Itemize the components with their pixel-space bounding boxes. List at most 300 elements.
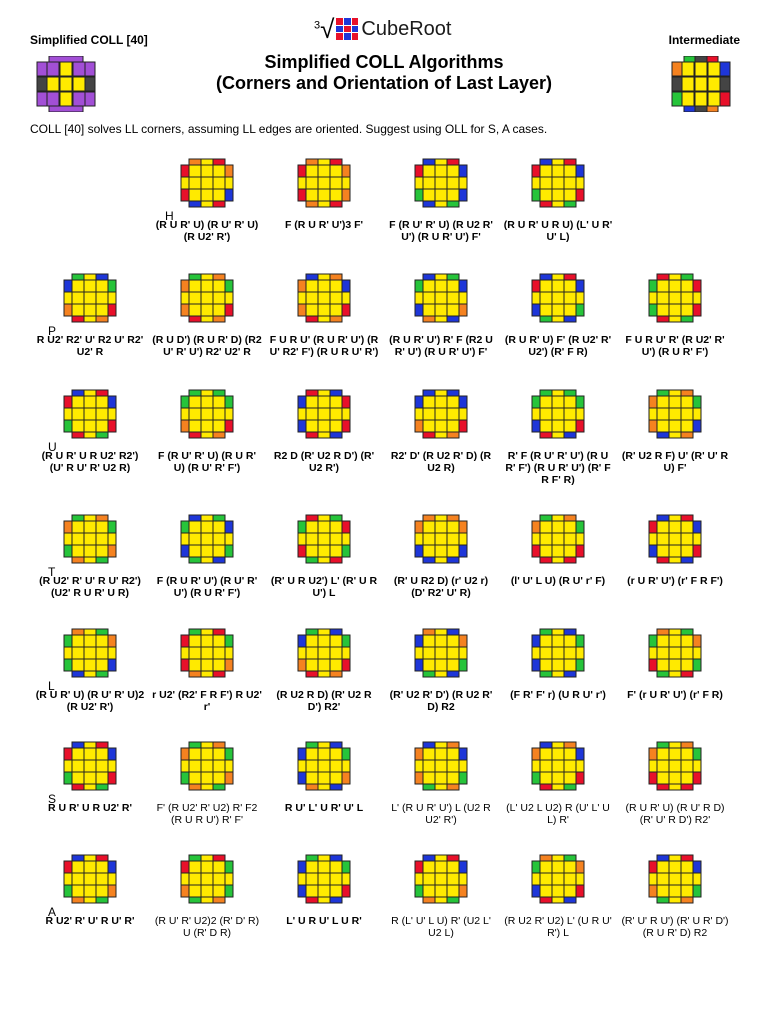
side-sticker <box>459 748 467 760</box>
top-sticker <box>72 772 84 784</box>
side-sticker <box>201 671 213 677</box>
algorithm-text: (R U R' U R U2' R2') (U' R U' R' U2 R) <box>41 450 139 474</box>
top-sticker <box>330 545 342 557</box>
side-sticker <box>532 635 540 647</box>
coll-case <box>269 740 379 814</box>
side-sticker <box>96 897 108 903</box>
top-sticker <box>447 165 459 177</box>
top-sticker <box>189 292 201 304</box>
side-sticker <box>564 742 576 748</box>
side-sticker <box>298 533 306 545</box>
side-sticker <box>306 201 318 207</box>
top-sticker <box>96 533 108 545</box>
side-sticker <box>693 292 701 304</box>
top-sticker <box>96 396 108 408</box>
side-sticker <box>201 201 213 207</box>
top-sticker <box>213 873 225 885</box>
side-sticker <box>96 316 108 322</box>
top-sticker <box>552 189 564 201</box>
side-sticker <box>201 629 213 635</box>
side-sticker <box>681 432 693 438</box>
side-sticker <box>306 855 318 861</box>
top-sticker <box>564 165 576 177</box>
top-sticker <box>72 545 84 557</box>
side-sticker <box>649 861 657 873</box>
top-sticker <box>540 280 552 292</box>
coll-case <box>386 627 496 713</box>
side-sticker <box>96 515 108 521</box>
side-sticker <box>318 855 330 861</box>
side-sticker <box>552 629 564 635</box>
row-letter: L <box>48 679 55 693</box>
top-sticker <box>72 521 84 533</box>
side-sticker <box>564 897 576 903</box>
top-sticker <box>96 659 108 671</box>
side-sticker <box>306 515 318 521</box>
top-sticker <box>540 177 552 189</box>
top-sticker <box>435 292 447 304</box>
top-sticker <box>435 408 447 420</box>
algorithm-text: R U2' R' U' R U' R' <box>45 915 135 927</box>
top-sticker <box>318 748 330 760</box>
algorithm-text: R' F (R U' R' U') (R U R' F') (R U R' U') (R' F R F' R) <box>505 450 611 486</box>
top-sticker <box>423 873 435 885</box>
cube-diagram-icon <box>645 272 705 328</box>
top-sticker <box>657 396 669 408</box>
algorithm-text: R2 D (R' U2 R D') (R' U2 R') <box>273 450 375 474</box>
top-sticker <box>657 521 669 533</box>
side-sticker <box>84 784 96 790</box>
side-sticker <box>64 635 72 647</box>
side-sticker <box>459 280 467 292</box>
side-sticker <box>72 390 84 396</box>
top-sticker <box>435 635 447 647</box>
side-sticker <box>306 159 318 165</box>
side-sticker <box>459 885 467 897</box>
top-sticker <box>423 861 435 873</box>
side-sticker <box>64 533 72 545</box>
coll-case <box>620 272 730 358</box>
coll-case <box>386 740 496 826</box>
side-sticker <box>225 292 233 304</box>
top-sticker <box>201 177 213 189</box>
top-sticker <box>681 420 693 432</box>
side-sticker <box>415 760 423 772</box>
top-sticker <box>189 521 201 533</box>
side-sticker <box>532 861 540 873</box>
top-sticker <box>447 772 459 784</box>
side-sticker <box>564 201 576 207</box>
top-sticker <box>306 280 318 292</box>
row-letter: P <box>48 324 57 338</box>
side-sticker <box>649 647 657 659</box>
side-sticker <box>532 420 540 432</box>
side-sticker <box>225 748 233 760</box>
side-sticker <box>108 885 116 897</box>
top-sticker <box>669 420 681 432</box>
coll-case <box>503 157 613 243</box>
top-sticker <box>306 396 318 408</box>
top-sticker <box>213 292 225 304</box>
side-sticker <box>201 515 213 521</box>
side-sticker <box>576 521 584 533</box>
top-sticker <box>318 533 330 545</box>
side-sticker <box>189 201 201 207</box>
side-sticker <box>342 292 350 304</box>
top-sticker <box>681 545 693 557</box>
side-sticker <box>318 274 330 280</box>
side-sticker <box>342 873 350 885</box>
top-sticker <box>564 396 576 408</box>
side-sticker <box>693 420 701 432</box>
top-sticker <box>540 521 552 533</box>
top-sticker <box>564 873 576 885</box>
side-sticker <box>649 772 657 784</box>
side-sticker <box>108 748 116 760</box>
side-sticker <box>72 855 84 861</box>
top-sticker <box>306 873 318 885</box>
top-sticker <box>84 396 96 408</box>
top-sticker <box>435 885 447 897</box>
top-sticker <box>564 280 576 292</box>
side-sticker <box>576 292 584 304</box>
side-sticker <box>681 784 693 790</box>
side-sticker <box>181 772 189 784</box>
top-sticker <box>681 292 693 304</box>
top-sticker <box>96 521 108 533</box>
top-sticker <box>213 647 225 659</box>
top-sticker <box>669 861 681 873</box>
side-sticker <box>415 292 423 304</box>
side-sticker <box>552 855 564 861</box>
side-sticker <box>447 557 459 563</box>
side-sticker <box>669 629 681 635</box>
top-sticker <box>423 533 435 545</box>
side-sticker <box>564 557 576 563</box>
side-sticker <box>576 304 584 316</box>
top-sticker <box>669 396 681 408</box>
coll-case <box>503 853 613 939</box>
top-sticker <box>96 545 108 557</box>
top-sticker <box>189 885 201 897</box>
row-letter: T <box>48 565 56 579</box>
side-sticker <box>318 515 330 521</box>
cube-diagram-icon <box>411 853 471 909</box>
side-sticker <box>108 533 116 545</box>
top-sticker <box>96 772 108 784</box>
top-sticker <box>189 873 201 885</box>
side-sticker <box>225 659 233 671</box>
side-sticker <box>657 274 669 280</box>
cube-diagram-icon <box>294 157 354 213</box>
side-sticker <box>108 408 116 420</box>
cube-diagram-icon <box>177 513 237 569</box>
side-sticker <box>459 177 467 189</box>
side-sticker <box>342 533 350 545</box>
coll-case <box>620 740 730 826</box>
side-sticker <box>415 873 423 885</box>
side-sticker <box>108 647 116 659</box>
side-sticker <box>657 897 669 903</box>
top-sticker <box>423 280 435 292</box>
side-sticker <box>649 280 657 292</box>
side-sticker <box>532 165 540 177</box>
top-sticker <box>330 165 342 177</box>
top-sticker <box>540 748 552 760</box>
side-sticker <box>435 897 447 903</box>
side-sticker <box>318 390 330 396</box>
side-sticker <box>189 671 201 677</box>
side-sticker <box>540 784 552 790</box>
side-sticker <box>693 873 701 885</box>
side-sticker <box>201 557 213 563</box>
side-sticker <box>213 855 225 861</box>
top-sticker <box>189 760 201 772</box>
top-sticker <box>72 647 84 659</box>
side-sticker <box>435 201 447 207</box>
side-sticker <box>447 629 459 635</box>
side-sticker <box>649 659 657 671</box>
cube-diagram-icon <box>645 740 705 796</box>
top-sticker <box>318 760 330 772</box>
side-sticker <box>225 420 233 432</box>
side-sticker <box>681 855 693 861</box>
top-sticker <box>306 772 318 784</box>
top-sticker <box>657 861 669 873</box>
top-sticker <box>435 177 447 189</box>
side-sticker <box>306 742 318 748</box>
side-sticker <box>415 420 423 432</box>
coll-case <box>620 627 730 701</box>
side-sticker <box>693 861 701 873</box>
side-sticker <box>649 408 657 420</box>
algorithm-text: R (L' U' L U) R' (U2 L' U2 L) <box>391 915 491 939</box>
side-sticker <box>415 545 423 557</box>
side-sticker <box>72 629 84 635</box>
top-sticker <box>669 521 681 533</box>
algorithm-text: L' (R U R' U') L (U2 R U2' R') <box>391 802 491 826</box>
side-sticker <box>540 390 552 396</box>
side-sticker <box>330 742 342 748</box>
top-sticker <box>318 635 330 647</box>
side-sticker <box>72 671 84 677</box>
side-sticker <box>330 897 342 903</box>
top-sticker <box>72 659 84 671</box>
cube-diagram-icon <box>645 853 705 909</box>
side-sticker <box>693 748 701 760</box>
top-sticker <box>540 292 552 304</box>
side-sticker <box>64 772 72 784</box>
side-sticker <box>225 861 233 873</box>
top-sticker <box>306 292 318 304</box>
top-sticker <box>552 177 564 189</box>
side-sticker <box>306 897 318 903</box>
side-sticker <box>540 897 552 903</box>
intermediate-cube-icon <box>670 56 732 112</box>
side-sticker <box>189 557 201 563</box>
top-sticker <box>564 408 576 420</box>
top-sticker <box>318 189 330 201</box>
side-sticker <box>669 855 681 861</box>
side-sticker <box>72 742 84 748</box>
top-sticker <box>96 873 108 885</box>
top-sticker <box>447 396 459 408</box>
side-sticker <box>330 515 342 521</box>
side-sticker <box>298 292 306 304</box>
side-sticker <box>532 647 540 659</box>
side-sticker <box>298 861 306 873</box>
side-sticker <box>540 629 552 635</box>
top-sticker <box>84 533 96 545</box>
coll-case <box>269 627 379 713</box>
cube-root-radical-icon: $^3$√ <box>314 14 335 44</box>
side-sticker <box>657 316 669 322</box>
algorithm-text: F (R U' R' U) (R U2 R' U') (R U R' U') F' <box>389 219 493 243</box>
side-sticker <box>84 742 96 748</box>
side-sticker <box>649 420 657 432</box>
side-sticker <box>342 189 350 201</box>
side-sticker <box>415 521 423 533</box>
side-sticker <box>213 515 225 521</box>
side-sticker <box>64 304 72 316</box>
algorithm-text: (R U2' R' U' R U' R2') (U2' R U R' U R) <box>39 575 141 599</box>
algorithm-text: r U2' (R2' F R F') R U2' r' <box>152 689 262 713</box>
side-sticker <box>459 292 467 304</box>
side-sticker <box>181 635 189 647</box>
top-sticker <box>552 873 564 885</box>
side-sticker <box>213 201 225 207</box>
side-sticker <box>423 897 435 903</box>
top-sticker <box>423 420 435 432</box>
top-sticker <box>306 659 318 671</box>
side-sticker <box>189 274 201 280</box>
side-sticker <box>96 274 108 280</box>
top-sticker <box>213 304 225 316</box>
top-sticker <box>447 408 459 420</box>
top-sticker <box>306 420 318 432</box>
top-sticker <box>72 885 84 897</box>
top-sticker <box>84 885 96 897</box>
top-sticker <box>306 861 318 873</box>
side-sticker <box>225 647 233 659</box>
side-sticker <box>189 390 201 396</box>
side-sticker <box>84 390 96 396</box>
cube-diagram-icon <box>294 513 354 569</box>
side-sticker <box>447 432 459 438</box>
algorithm-text: (R' U' R U') (R' U R' D') (R U R' D) R2 <box>621 915 729 939</box>
side-sticker <box>669 432 681 438</box>
side-sticker <box>213 629 225 635</box>
side-sticker <box>693 304 701 316</box>
algorithm-text: (l' U' L U) (R U' r' F) <box>510 575 606 587</box>
side-sticker <box>576 280 584 292</box>
top-sticker <box>72 760 84 772</box>
side-sticker <box>435 671 447 677</box>
side-sticker <box>181 545 189 557</box>
side-sticker <box>423 515 435 521</box>
top-sticker <box>330 420 342 432</box>
cube-diagram-icon <box>60 853 120 909</box>
side-sticker <box>552 390 564 396</box>
top-sticker <box>306 748 318 760</box>
top-sticker <box>72 396 84 408</box>
algorithm-text: (L' U2 L U2) R (U' L' U L) R' <box>506 802 610 826</box>
top-sticker <box>306 635 318 647</box>
top-sticker <box>330 647 342 659</box>
top-sticker <box>669 659 681 671</box>
coll-case <box>503 627 613 701</box>
algorithm-text: (r U R' U') (r' F R F') <box>627 575 723 587</box>
side-sticker <box>306 316 318 322</box>
top-sticker <box>84 659 96 671</box>
top-sticker <box>552 647 564 659</box>
top-sticker <box>435 420 447 432</box>
side-sticker <box>649 760 657 772</box>
cube-diagram-icon <box>177 388 237 444</box>
side-sticker <box>201 897 213 903</box>
side-sticker <box>681 897 693 903</box>
top-sticker <box>72 420 84 432</box>
side-sticker <box>306 557 318 563</box>
side-sticker <box>564 390 576 396</box>
side-sticker <box>693 280 701 292</box>
top-sticker <box>540 885 552 897</box>
cube-diagram-icon <box>60 740 120 796</box>
top-sticker <box>330 748 342 760</box>
top-sticker <box>657 420 669 432</box>
top-sticker <box>72 292 84 304</box>
top-sticker <box>423 521 435 533</box>
side-sticker <box>72 515 84 521</box>
top-sticker <box>423 635 435 647</box>
top-sticker <box>213 772 225 784</box>
side-sticker <box>342 280 350 292</box>
page-title <box>0 52 768 94</box>
coll-case <box>503 740 613 826</box>
side-sticker <box>415 280 423 292</box>
cube-diagram-icon <box>528 513 588 569</box>
top-sticker <box>213 420 225 432</box>
algorithm-text: F' (R U2' R' U2) R' F2 (R U R U') R' F' <box>156 802 258 826</box>
top-sticker <box>201 304 213 316</box>
coll-case <box>152 388 262 474</box>
side-sticker <box>108 396 116 408</box>
side-sticker <box>540 316 552 322</box>
side-sticker <box>64 420 72 432</box>
top-sticker <box>330 873 342 885</box>
side-sticker <box>447 784 459 790</box>
side-sticker <box>681 557 693 563</box>
side-sticker <box>342 635 350 647</box>
intro-text: COLL [40] solves LL corners, assuming LL edges are oriented. Suggest using OLL for S, A cases. <box>30 122 548 136</box>
side-sticker <box>693 659 701 671</box>
top-sticker <box>540 165 552 177</box>
side-sticker <box>435 274 447 280</box>
cube-diagram-icon <box>411 272 471 328</box>
top-sticker <box>189 396 201 408</box>
top-sticker <box>330 304 342 316</box>
side-sticker <box>681 390 693 396</box>
side-sticker <box>96 390 108 396</box>
side-sticker <box>540 557 552 563</box>
cube-diagram-icon <box>645 388 705 444</box>
side-sticker <box>201 742 213 748</box>
side-sticker <box>330 557 342 563</box>
top-sticker <box>201 635 213 647</box>
top-sticker <box>540 635 552 647</box>
side-sticker <box>342 420 350 432</box>
top-sticker <box>681 521 693 533</box>
